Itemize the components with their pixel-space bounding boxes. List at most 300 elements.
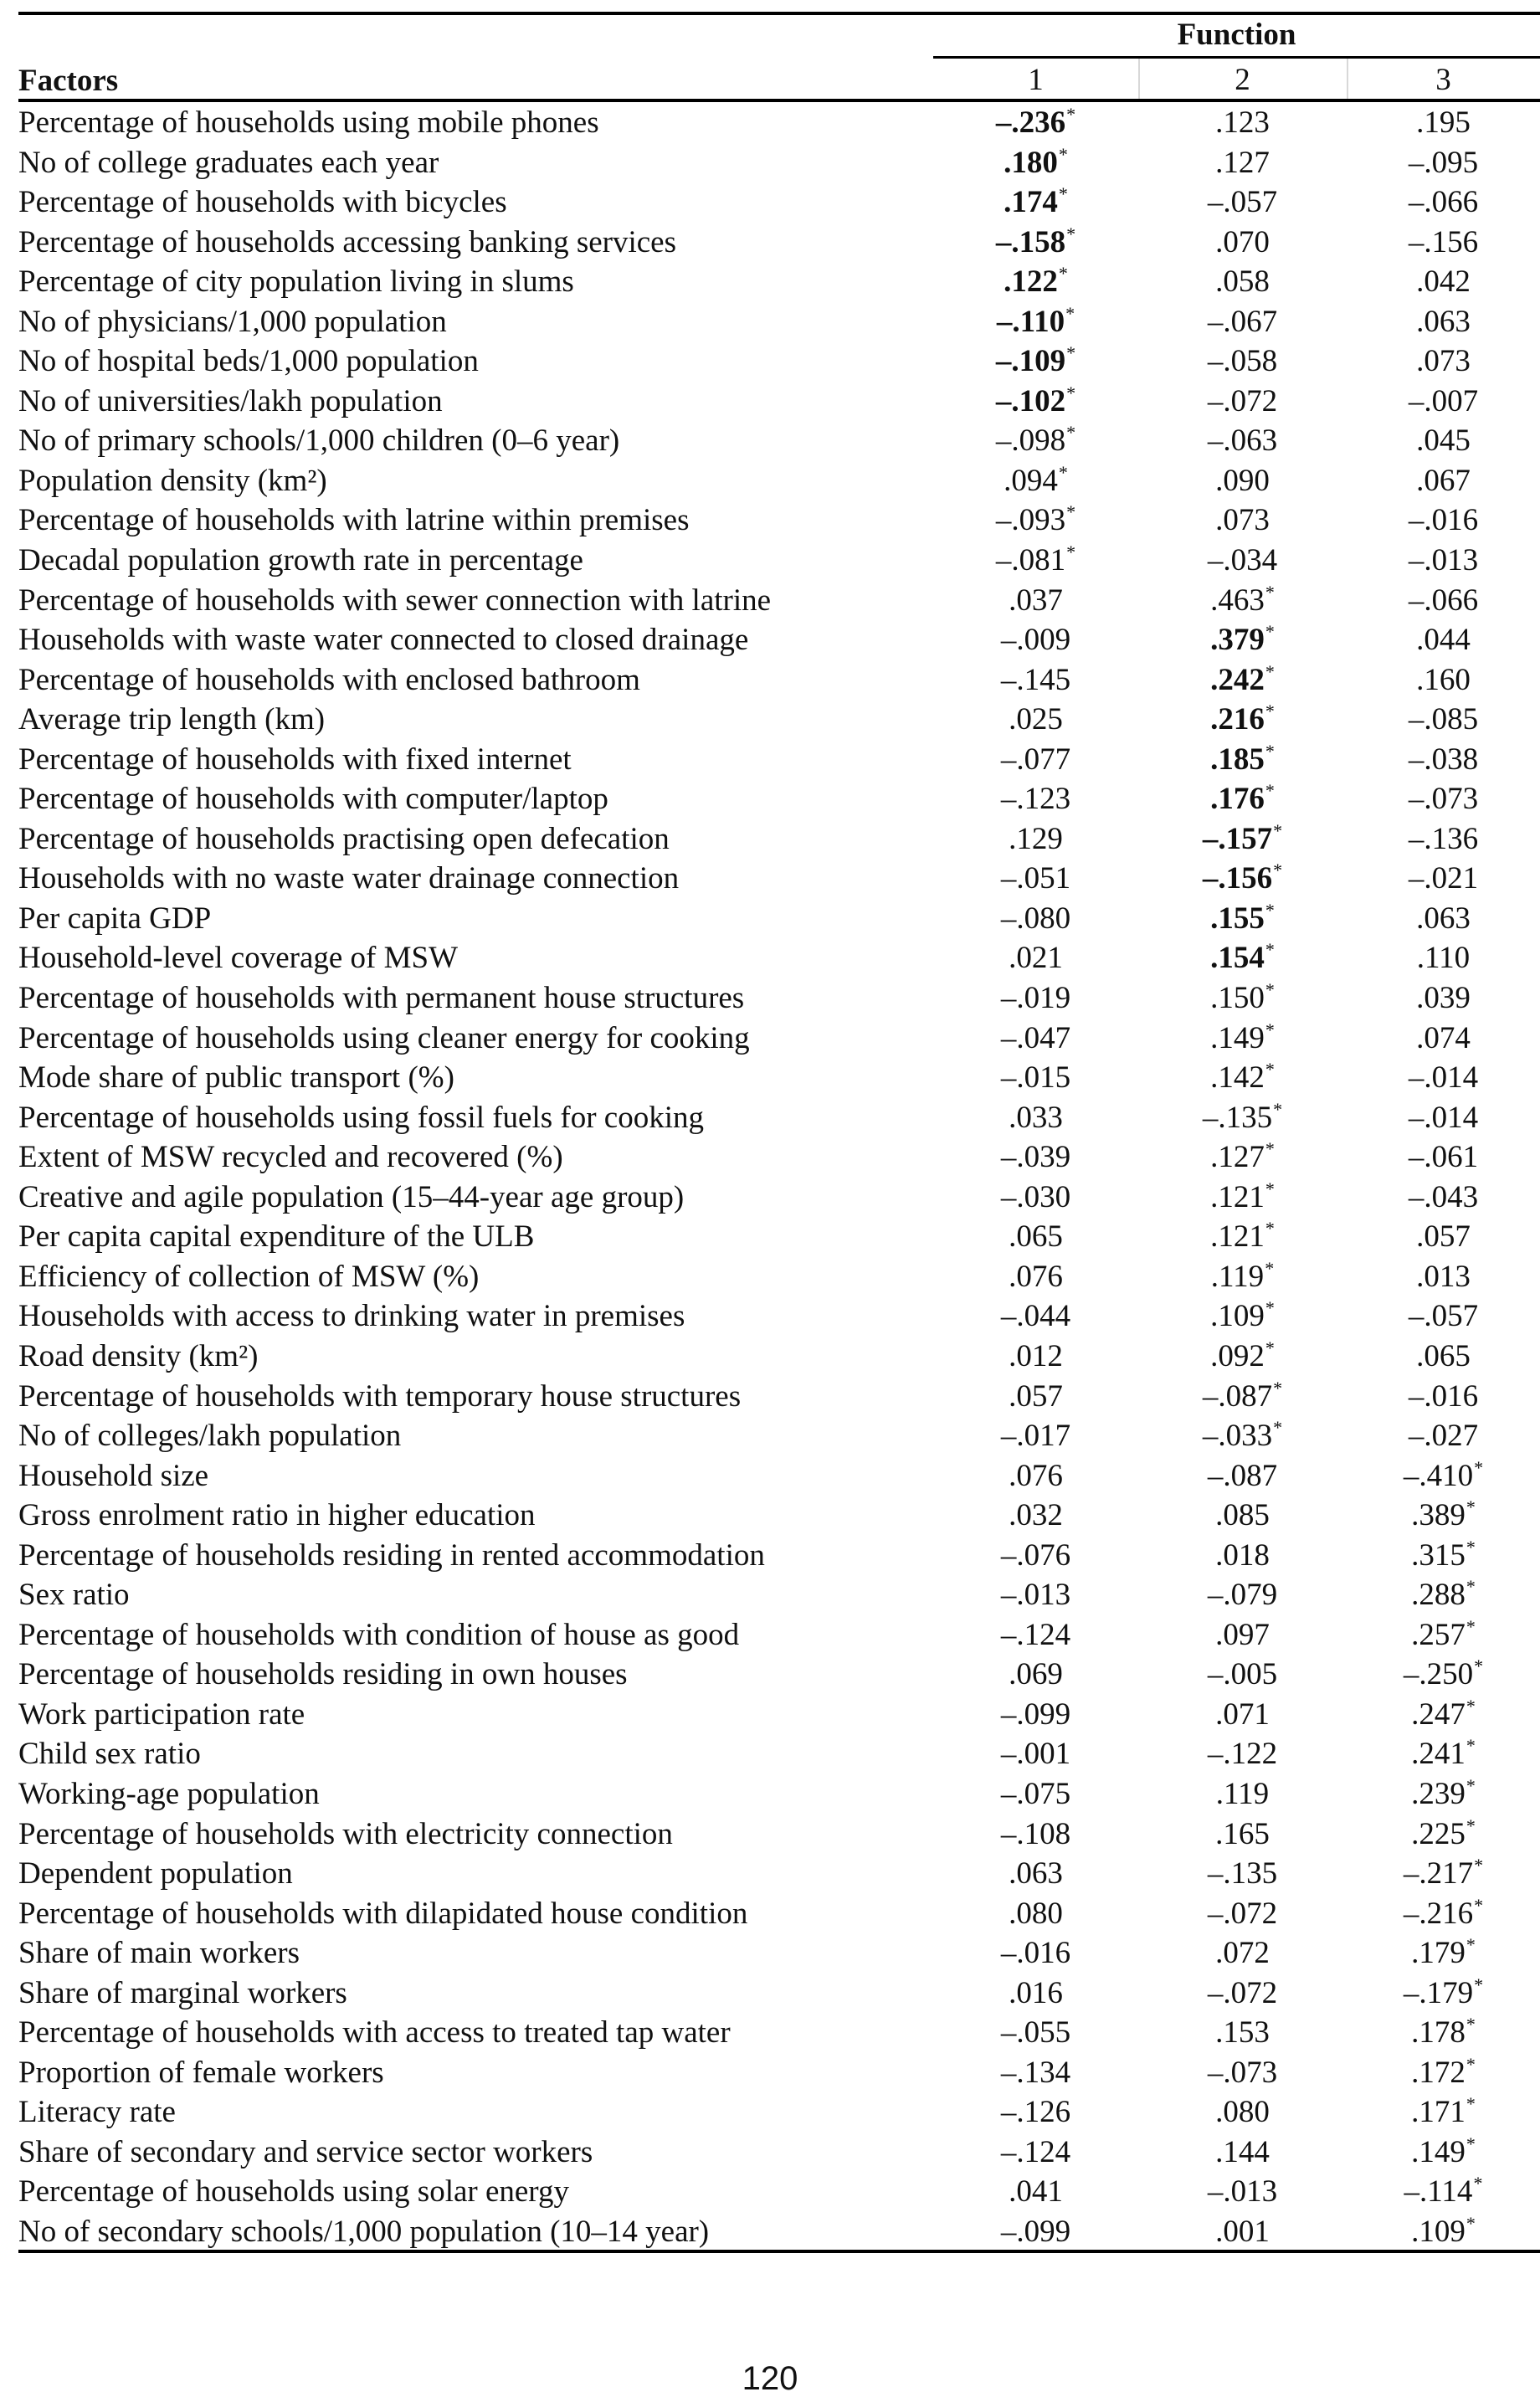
significance-asterisk: * <box>1466 2212 1476 2234</box>
function-2-value <box>1138 501 1347 540</box>
coefficient: –.099 <box>1000 1696 1071 1732</box>
function-1-value <box>933 542 1138 580</box>
coefficient: –.087 <box>1202 1378 1273 1414</box>
significance-asterisk: * <box>1265 740 1275 762</box>
factor-label: Household size <box>18 1458 209 1493</box>
function-2-value <box>1138 1696 1347 1734</box>
function-1-value <box>933 1655 1138 1694</box>
coefficient: –.093 <box>995 503 1066 538</box>
factor-label: Per capita GDP <box>18 901 212 936</box>
significance-asterisk: * <box>1265 979 1275 1001</box>
table-row <box>18 263 1540 303</box>
function-2-value <box>1138 1855 1347 1893</box>
table-row <box>18 1337 1540 1378</box>
coefficient: .144 <box>1215 2134 1270 2169</box>
function-3-value <box>1347 1855 1540 1893</box>
significance-asterisk: * <box>1273 1417 1283 1439</box>
significance-asterisk: * <box>1265 1138 1275 1160</box>
significance-asterisk: * <box>1265 1218 1275 1240</box>
function-2-value <box>1138 1457 1347 1496</box>
coefficient: –.014 <box>1408 1060 1479 1096</box>
function-2-value <box>1138 1337 1347 1376</box>
factor-label: Percentage of households with permanent house structures <box>18 981 745 1016</box>
function-group-header: Function <box>1177 18 1296 52</box>
coefficient: –.057 <box>1207 185 1278 220</box>
factor-label: Working-age population <box>18 1776 320 1811</box>
coefficient: .154 <box>1210 941 1265 976</box>
function-2-value <box>1138 900 1347 938</box>
table-row <box>18 1019 1540 1060</box>
coefficient: –.016 <box>1000 1936 1071 1971</box>
function-3-value <box>1347 1895 1540 1933</box>
table-row <box>18 303 1540 343</box>
coefficient: –.063 <box>1207 423 1278 459</box>
significance-asterisk: * <box>1466 1615 1476 1637</box>
factor-label: No of physicians/1,000 population <box>18 304 447 339</box>
coefficient: .379 <box>1210 623 1265 658</box>
function-1-value <box>933 2213 1138 2251</box>
coefficient: –.250 <box>1403 1657 1474 1692</box>
factor-label: Percentage of households with computer/laptop <box>18 782 608 817</box>
factor-label: No of secondary schools/1,000 population (10–14 year) <box>18 2214 710 2249</box>
significance-asterisk: * <box>1466 2133 1476 2154</box>
page-number: 120 <box>742 2360 798 2397</box>
table-row <box>18 1855 1540 1895</box>
function-3-value <box>1347 1337 1540 1376</box>
coefficient: –.072 <box>1207 383 1278 418</box>
function-3-value <box>1347 900 1540 938</box>
coefficient: –.013 <box>1000 1578 1071 1613</box>
coefficient: .057 <box>1416 1219 1471 1255</box>
function-1-value <box>933 1297 1138 1336</box>
factor-label: Per capita capital expenditure of the ULB <box>18 1219 535 1255</box>
coefficient: –.047 <box>1000 1020 1071 1055</box>
table-row <box>18 1218 1540 1258</box>
function-1-value <box>933 621 1138 660</box>
coefficient: –.067 <box>1207 304 1278 339</box>
function-3-value <box>1347 1218 1540 1256</box>
function-3-value <box>1347 1178 1540 1217</box>
function-1-value <box>933 1537 1138 1575</box>
function-3-value <box>1347 741 1540 779</box>
significance-asterisk: * <box>1466 1695 1476 1717</box>
coefficient: .058 <box>1215 264 1270 300</box>
function-3-value <box>1347 1655 1540 1694</box>
coefficient: .041 <box>1009 2174 1063 2210</box>
factor-label: Literacy rate <box>18 2095 176 2130</box>
function-2-value <box>1138 382 1347 421</box>
significance-asterisk: * <box>1466 1496 1476 1518</box>
factor-label: Percentage of households with temporary house structures <box>18 1378 742 1414</box>
coefficient: .094 <box>1004 463 1058 498</box>
column-divider <box>1347 59 1348 99</box>
function-3-value <box>1347 382 1540 421</box>
coefficient: .153 <box>1215 2015 1270 2051</box>
significance-asterisk: * <box>1066 422 1076 444</box>
function-2-value <box>1138 939 1347 978</box>
factor-label: Households with waste water connected to closed drainage <box>18 623 749 658</box>
function-3-value <box>1347 1775 1540 1814</box>
function-3-value <box>1347 2093 1540 2132</box>
factor-label: Percentage of households residing in own houses <box>18 1657 628 1692</box>
function-3-value <box>1347 542 1540 580</box>
table-row <box>18 1417 1540 1457</box>
table-row <box>18 422 1540 462</box>
coefficient: .241 <box>1411 1737 1466 1772</box>
function-2-value <box>1138 820 1347 859</box>
coefficient: .109 <box>1210 1299 1265 1334</box>
function-2-value <box>1138 303 1347 341</box>
function-2-value <box>1138 1019 1347 1058</box>
coefficient: .018 <box>1215 1537 1270 1573</box>
coefficient: –.135 <box>1207 1856 1278 1891</box>
factors-column-header: Factors <box>18 64 119 98</box>
significance-asterisk: * <box>1066 223 1076 244</box>
coefficient: .119 <box>1215 1776 1270 1811</box>
coefficient: –.087 <box>1207 1458 1278 1493</box>
factor-label: Households with no waste water drainage connection <box>18 861 680 896</box>
function-2-value <box>1138 701 1347 739</box>
significance-asterisk: * <box>1466 1934 1476 1956</box>
factor-label: No of universities/lakh population <box>18 383 443 418</box>
function-2-value <box>1138 2014 1347 2052</box>
function-1-value <box>933 1258 1138 1296</box>
coefficient: –.136 <box>1408 821 1479 856</box>
factor-label: Percentage of households with access to treated tap water <box>18 2015 731 2051</box>
table-row <box>18 1138 1540 1178</box>
table-row <box>18 223 1540 264</box>
coefficient: .172 <box>1411 2055 1466 2090</box>
function-1-value <box>933 2133 1138 2172</box>
factor-label: Extent of MSW recycled and recovered (%) <box>18 1140 563 1175</box>
coefficient: .097 <box>1215 1617 1270 1652</box>
factor-label: Proportion of female workers <box>18 2055 384 2090</box>
significance-asterisk: * <box>1273 819 1283 841</box>
function-1-value <box>933 701 1138 739</box>
coefficient: .122 <box>1004 264 1058 300</box>
function-2-value <box>1138 780 1347 819</box>
coefficient: .127 <box>1210 1140 1265 1175</box>
function-2-value <box>1138 1895 1347 1933</box>
function-2-value <box>1138 422 1347 460</box>
coefficient: –.236 <box>995 105 1066 140</box>
function-3-value <box>1347 621 1540 660</box>
factor-label: Creative and agile population (15–44-year age group) <box>18 1179 685 1214</box>
coefficient: –.055 <box>1000 2015 1071 2051</box>
table-row <box>18 462 1540 502</box>
coefficient: .063 <box>1416 304 1471 339</box>
significance-asterisk: * <box>1265 1257 1275 1279</box>
coefficient: .025 <box>1009 702 1063 737</box>
function-3-value <box>1347 2054 1540 2092</box>
function-3-value <box>1347 2173 1540 2211</box>
table-row <box>18 382 1540 423</box>
table-row <box>18 979 1540 1019</box>
coefficient: –.145 <box>1000 662 1071 697</box>
significance-asterisk: * <box>1466 2093 1476 2115</box>
coefficient: .174 <box>1004 185 1058 220</box>
coefficient: .150 <box>1210 981 1265 1016</box>
function-1-value <box>933 820 1138 859</box>
significance-asterisk: * <box>1474 1894 1484 1916</box>
table-row <box>18 2093 1540 2133</box>
coefficient: –.015 <box>1000 1060 1071 1096</box>
significance-asterisk: * <box>1265 581 1275 603</box>
coefficient: –.057 <box>1408 1299 1479 1334</box>
factor-label: No of hospital beds/1,000 population <box>18 344 479 379</box>
coefficient: .257 <box>1411 1617 1466 1652</box>
coefficient: –.013 <box>1207 2174 1278 2210</box>
table-bottom-rule <box>18 2250 1540 2253</box>
function-2-value <box>1138 144 1347 182</box>
function-3-value <box>1347 1735 1540 1773</box>
table-row <box>18 1735 1540 1775</box>
table-row <box>18 582 1540 622</box>
function-1-value <box>933 501 1138 540</box>
function-1-value <box>933 1417 1138 1455</box>
factor-label: Road density (km²) <box>18 1338 259 1373</box>
coefficient: .195 <box>1416 105 1471 140</box>
coefficient: –.061 <box>1408 1140 1479 1175</box>
coefficient: –.095 <box>1408 145 1479 180</box>
factor-label: Share of secondary and service sector workers <box>18 2134 593 2169</box>
coefficient: –.123 <box>1000 782 1071 817</box>
coefficient: .247 <box>1411 1696 1466 1732</box>
factor-label: No of primary schools/1,000 children (0–6 year) <box>18 423 620 459</box>
significance-asterisk: * <box>1474 1974 1484 1995</box>
coefficient: –.079 <box>1207 1578 1278 1613</box>
significance-asterisk: * <box>1066 382 1076 403</box>
significance-asterisk: * <box>1466 1774 1476 1796</box>
function-3-value <box>1347 820 1540 859</box>
function-2-value <box>1138 1974 1347 2013</box>
function-3-value <box>1347 263 1540 301</box>
coefficient: .389 <box>1411 1498 1466 1533</box>
function-3-value <box>1347 1815 1540 1854</box>
function-1-value <box>933 2093 1138 2132</box>
table-row <box>18 820 1540 860</box>
coefficient: –.017 <box>1000 1419 1071 1454</box>
function-1-value <box>933 979 1138 1018</box>
coefficient: –.126 <box>1000 2095 1071 2130</box>
table-row <box>18 1934 1540 1974</box>
coefficient: –.135 <box>1202 1100 1273 1135</box>
coefficient: .242 <box>1210 662 1265 697</box>
table-row <box>18 900 1540 940</box>
table-row <box>18 1815 1540 1855</box>
coefficient: –.009 <box>1000 623 1071 658</box>
function-3-value <box>1347 1258 1540 1296</box>
function-1-value <box>933 1576 1138 1614</box>
function-3-value <box>1347 1616 1540 1655</box>
function-1-value <box>933 1099 1138 1137</box>
table-row <box>18 1537 1540 1577</box>
significance-asterisk: * <box>1265 1178 1275 1199</box>
coefficient: –.081 <box>995 543 1066 578</box>
table-row <box>18 939 1540 979</box>
significance-asterisk: * <box>1265 1297 1275 1319</box>
function-1-value <box>933 1855 1138 1893</box>
factor-label: Percentage of households using fossil fuels for cooking <box>18 1100 704 1135</box>
coefficient: –.033 <box>1202 1419 1273 1454</box>
significance-asterisk: * <box>1058 263 1068 285</box>
function-1-value <box>933 661 1138 700</box>
function-3-value <box>1347 2133 1540 2172</box>
coefficient: .092 <box>1210 1338 1265 1373</box>
table-row <box>18 104 1540 144</box>
function-3-value <box>1347 501 1540 540</box>
table-row <box>18 741 1540 781</box>
coefficient: –.073 <box>1408 782 1479 817</box>
function-2-value <box>1138 1059 1347 1097</box>
function-1-value <box>933 382 1138 421</box>
function-1-value <box>933 900 1138 938</box>
coefficient: .045 <box>1416 423 1471 459</box>
table-row <box>18 183 1540 223</box>
function-1-value <box>933 303 1138 341</box>
significance-asterisk: * <box>1466 2053 1476 2075</box>
coefficient: –.043 <box>1408 1179 1479 1214</box>
coefficient: –.124 <box>1000 2134 1071 2169</box>
coefficient: –.099 <box>1000 2214 1071 2249</box>
function-1-value <box>933 1378 1138 1416</box>
table-row <box>18 1457 1540 1497</box>
coefficient: –.016 <box>1408 1378 1479 1414</box>
function-1-value <box>933 1616 1138 1655</box>
function-2-value <box>1138 1297 1347 1336</box>
coefficient: .160 <box>1416 662 1471 697</box>
significance-asterisk: * <box>1265 660 1275 682</box>
significance-asterisk: * <box>1065 302 1075 324</box>
significance-asterisk: * <box>1466 1576 1476 1598</box>
coefficient: –.034 <box>1207 543 1278 578</box>
table-row <box>18 2213 1540 2253</box>
significance-asterisk: * <box>1066 542 1076 563</box>
factor-label: No of colleges/lakh population <box>18 1419 402 1454</box>
factor-label: Percentage of households accessing banking services <box>18 224 676 259</box>
coefficient: .121 <box>1210 1179 1265 1214</box>
factor-label: Share of marginal workers <box>18 1975 347 2010</box>
function-1-value <box>933 223 1138 262</box>
factor-label: Percentage of households with bicycles <box>18 185 507 220</box>
function-2-value <box>1138 741 1347 779</box>
significance-asterisk: * <box>1265 899 1275 921</box>
function-3-value <box>1347 183 1540 222</box>
coefficient: .109 <box>1411 2214 1466 2249</box>
coefficient: .065 <box>1009 1219 1063 1255</box>
factor-label: Percentage of households using cleaner energy for cooking <box>18 1020 750 1055</box>
function-3-value <box>1347 422 1540 460</box>
table-row <box>18 2173 1540 2213</box>
function-2-value <box>1138 860 1347 898</box>
coefficient: .080 <box>1215 2095 1270 2130</box>
function-1-value <box>933 1815 1138 1854</box>
factor-label: Percentage of city population living in slums <box>18 264 574 300</box>
factor-label: Sex ratio <box>18 1578 130 1613</box>
coefficient: .080 <box>1009 1896 1063 1931</box>
significance-asterisk: * <box>1265 939 1275 961</box>
coefficient: .072 <box>1215 1936 1270 1971</box>
coefficient: .239 <box>1411 1776 1466 1811</box>
function-2-value <box>1138 104 1347 142</box>
table-row <box>18 1616 1540 1656</box>
function-3-value <box>1347 1457 1540 1496</box>
coefficient: .178 <box>1411 2015 1466 2051</box>
coefficient: .067 <box>1416 463 1471 498</box>
coefficient: –.066 <box>1408 185 1479 220</box>
factor-label: Percentage of households with dilapidated house condition <box>18 1896 748 1931</box>
function-2-value <box>1138 1378 1347 1416</box>
coefficient: .127 <box>1215 145 1270 180</box>
coefficient: .180 <box>1004 145 1058 180</box>
factor-label: Percentage of households with sewer connection with latrine <box>18 583 772 618</box>
function-2-value <box>1138 1417 1347 1455</box>
function-2-value <box>1138 1576 1347 1614</box>
function-1-value <box>933 1178 1138 1217</box>
function-1-value <box>933 1735 1138 1773</box>
function-1-value <box>933 1934 1138 1973</box>
function-1-value <box>933 860 1138 898</box>
function-1-value <box>933 1895 1138 1933</box>
coefficient: –.072 <box>1207 1975 1278 2010</box>
function-3-header: 3 <box>1435 63 1451 97</box>
function-2-value <box>1138 1099 1347 1137</box>
function-2-value <box>1138 462 1347 500</box>
table-row <box>18 542 1540 582</box>
factor-label: Dependent population <box>18 1856 293 1891</box>
table-row <box>18 780 1540 820</box>
function-3-value <box>1347 979 1540 1018</box>
coefficient: –.073 <box>1207 2055 1278 2090</box>
coefficient: .065 <box>1416 1338 1471 1373</box>
factor-label: Percentage of households with electricity connection <box>18 1816 673 1851</box>
function-3-value <box>1347 1496 1540 1535</box>
coefficient: –.124 <box>1000 1617 1071 1652</box>
function-1-value <box>933 263 1138 301</box>
coefficient: .288 <box>1411 1578 1466 1613</box>
function-1-value <box>933 422 1138 460</box>
function-3-value <box>1347 860 1540 898</box>
function-1-value <box>933 741 1138 779</box>
table-row <box>18 1258 1540 1298</box>
factor-label: No of college graduates each year <box>18 145 439 180</box>
function-3-value <box>1347 582 1540 620</box>
function-3-value <box>1347 1297 1540 1336</box>
coefficient: .463 <box>1210 583 1265 618</box>
coefficient: .032 <box>1009 1498 1063 1533</box>
factor-label: Percentage of households practising open defecation <box>18 821 670 856</box>
coefficient: –.410 <box>1403 1458 1474 1493</box>
function-2-value <box>1138 1616 1347 1655</box>
function-1-value <box>933 1218 1138 1256</box>
header-bottom-rule <box>18 99 1540 102</box>
factor-label: Gross enrolment ratio in higher education <box>18 1498 536 1533</box>
factor-label: Percentage of households using solar energy <box>18 2174 569 2210</box>
coefficient: –.058 <box>1207 344 1278 379</box>
significance-asterisk: * <box>1273 1098 1283 1120</box>
function-2-value <box>1138 1815 1347 1854</box>
table-row <box>18 1496 1540 1537</box>
function-1-value <box>933 144 1138 182</box>
coefficient: .021 <box>1009 941 1063 976</box>
coefficient: .063 <box>1416 901 1471 936</box>
function-2-value <box>1138 263 1347 301</box>
coefficient: .090 <box>1215 463 1270 498</box>
coefficient: –.158 <box>995 224 1066 259</box>
function-1-value <box>933 1496 1138 1535</box>
function-1-value <box>933 2014 1138 2052</box>
significance-asterisk: * <box>1474 1855 1484 1876</box>
